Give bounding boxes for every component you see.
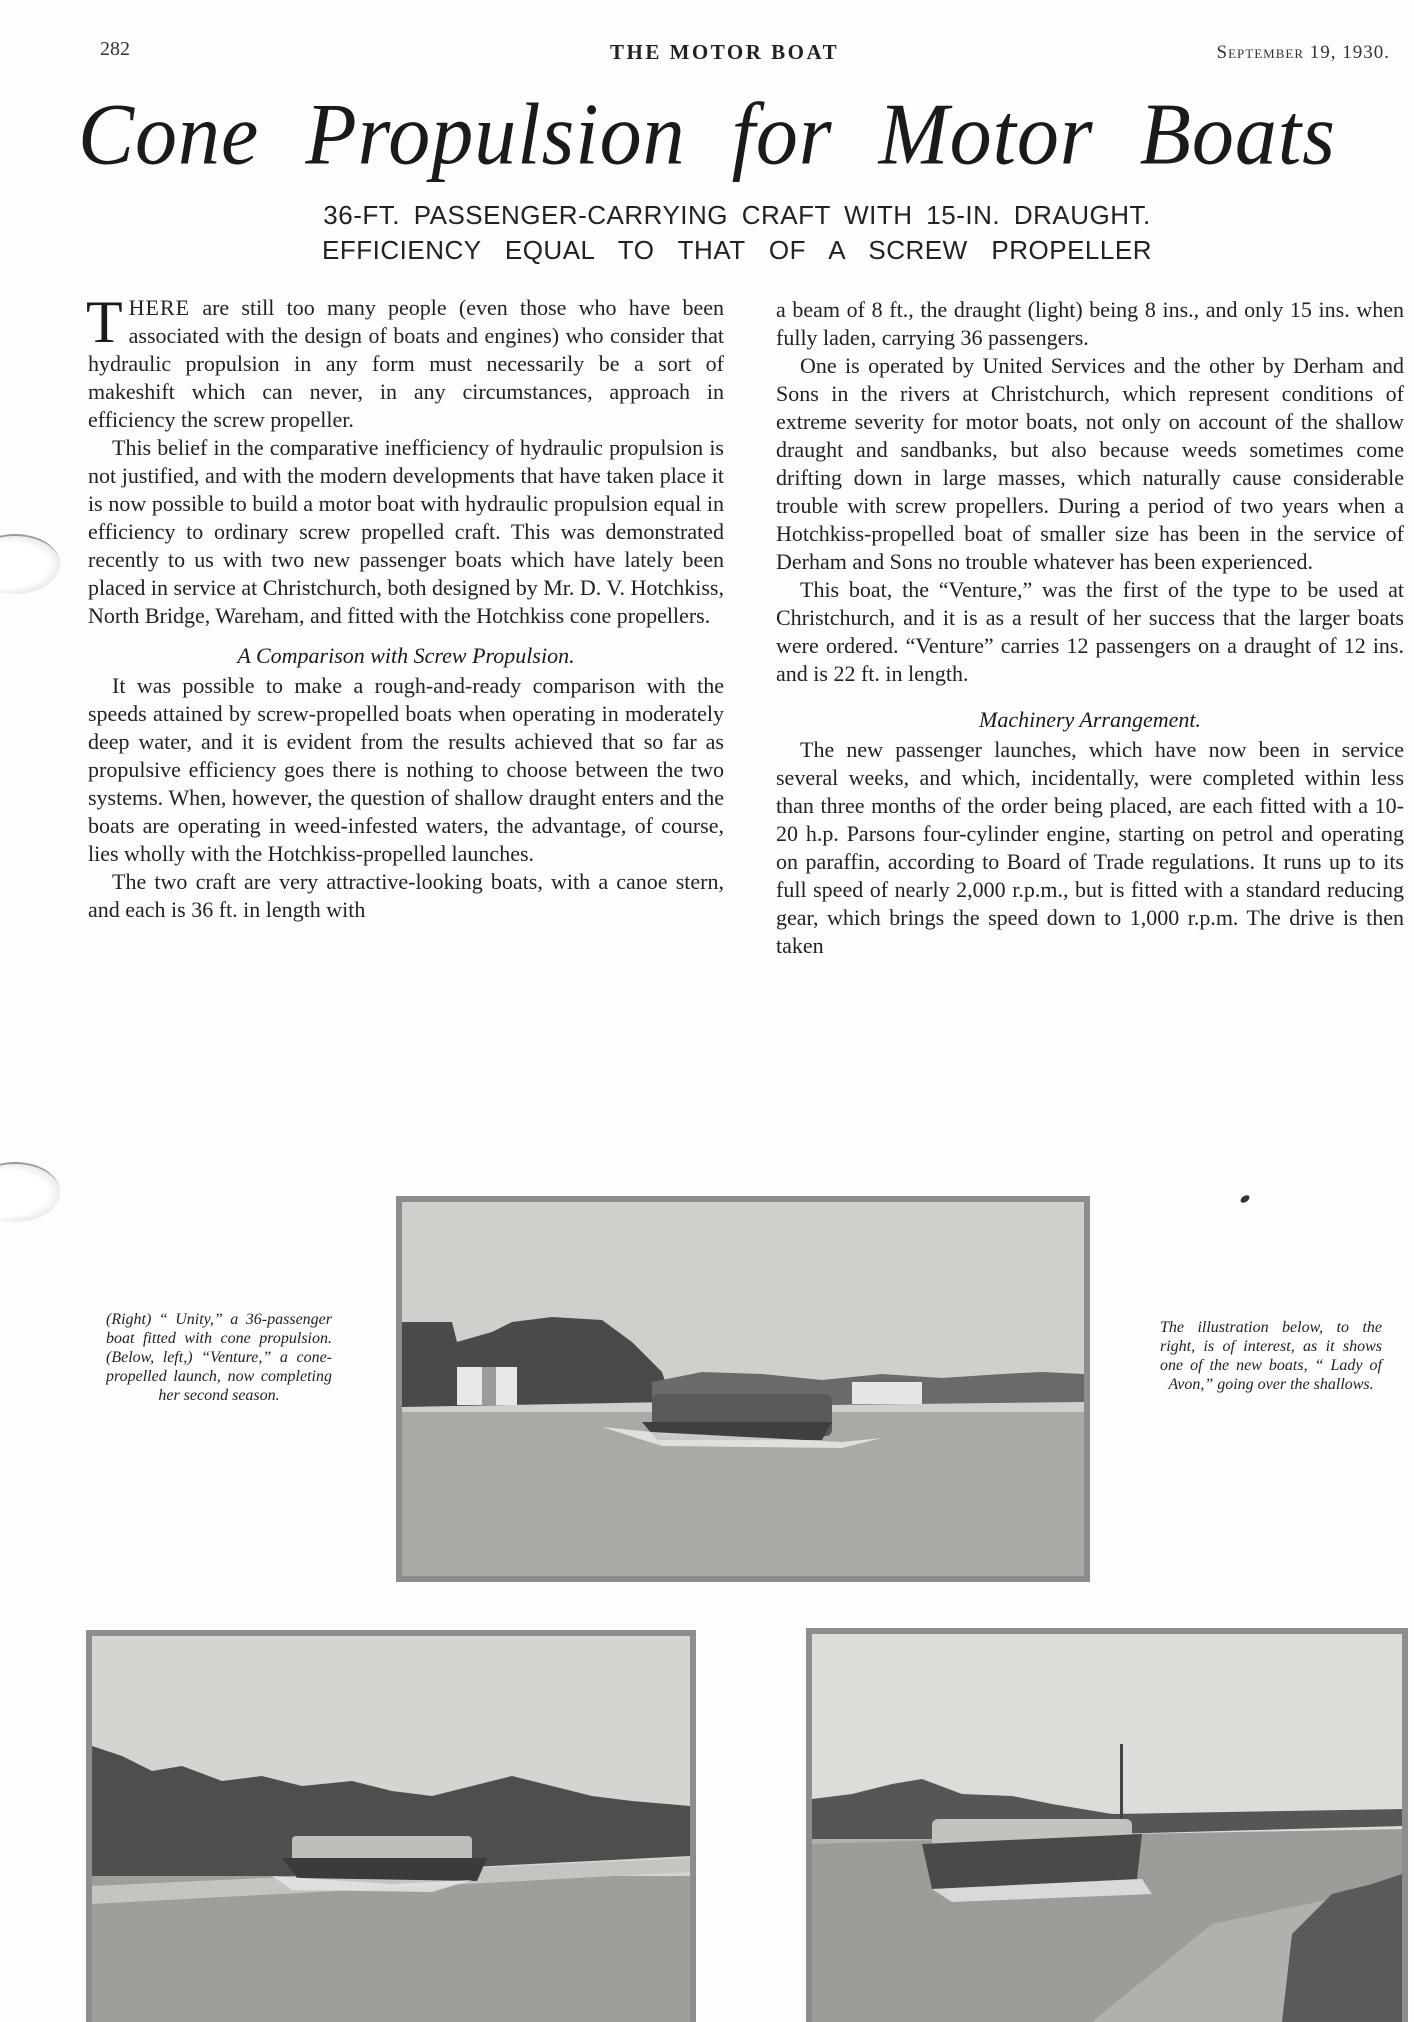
running-header	[100, 34, 1390, 64]
paragraph: This belief in the comparative inefficiency of hydraulic propulsion is not justified, and with the modern developments that have taken place it is now possible to build a motor boat with hydraulic propulsion equal in efficiency to ordinary screw propelled craft. This was demonstrated recently to us with two new passenger boats which have lately been placed in service at Christchurch, both designed by Mr. D. V. Hotchkiss, North Bridge, Wareham, and fitted with the Hotchkiss cone propellers.	[88, 435, 724, 628]
ink-mark	[1239, 1194, 1251, 1205]
article-subtitle-line2: EFFICIENCY EQUAL TO THAT OF A SCREW PROPELLER	[322, 235, 1152, 265]
paragraph: a beam of 8 ft., the draught (light) being 8 ins., and only 15 ins. when fully laden, carrying 36 passengers.	[776, 297, 1404, 350]
paragraph: The new passenger launches, which have now been in service several weeks, and which, incidentally, were completed within less than three months of the order being placed, are each fitted with a 10-20 h.p. Parsons four-cylinder engine, starting on petrol and operating on paraffin, according to Board of Trade regulations. It runs up to its full speed of nearly 2,000 r.p.m., but is fitted with a standard reducing gear, which brings the speed down to 1,000 r.p.m. The drive is then taken	[776, 737, 1404, 958]
photo-lady-of-avon	[806, 1628, 1408, 2022]
drop-cap: T	[86, 289, 123, 355]
paragraph-intro	[86, 289, 724, 434]
punch-hole-top	[0, 534, 60, 594]
photo-venture	[86, 1630, 696, 2022]
right-text-column	[776, 296, 1404, 960]
page-number: 282	[100, 38, 130, 60]
intro-text: are still too many people (even those who have been associated with the design of boats and engines) who consider that hydraulic propulsion in any form must necessarily be a sort of makeshift which can never, in any circumstances, approach in efficiency the screw propeller.	[88, 295, 724, 432]
caption-right: The illustration below, to the right, is of interest, as it shows one of the new boats, “ Lady of Avon,” going over the shallows.	[1160, 1319, 1382, 1393]
photo-image	[812, 1634, 1402, 2022]
caption-left: (Right) “ Unity,” a 36-passenger boat fitted with cone propulsion. (Below, left,) “Venture,” a cone-propelled launch, now completing her second season.	[106, 1311, 332, 1404]
issue-date: September 19, 1930.	[1216, 42, 1390, 63]
photo-unity	[396, 1196, 1090, 1582]
photo-image	[92, 1636, 690, 2022]
paragraph: The two craft are very attractive-looking boats, with a canoe stern, and each is 36 ft. in length with	[88, 869, 724, 922]
paragraph: It was possible to make a rough-and-ready comparison with the speeds attained by screw-propelled boats when operating in moderately deep water, and it is evident from the results achieved that so far as propulsive efficiency goes there is nothing to choose between the two systems. When, however, the question of shallow draught enters and the boats are operating in weed-infested waters, the advantage, of course, lies wholly with the Hotchkiss-propelled launches.	[88, 673, 724, 866]
lead-in: HERE	[128, 295, 191, 320]
journal-title: THE MOTOR BOAT	[610, 40, 840, 64]
punch-hole-bottom	[0, 1162, 60, 1222]
photo-image	[402, 1202, 1084, 1576]
section-heading-machinery: Machinery Arrangement.	[979, 707, 1201, 732]
article-title: Cone Propulsion for Motor Boats	[78, 85, 1336, 184]
section-heading-comparison: A Comparison with Screw Propulsion.	[237, 643, 575, 668]
left-text-column	[86, 289, 724, 924]
article-subtitle-line1: 36-FT. PASSENGER-CARRYING CRAFT WITH 15-IN. DRAUGHT.	[323, 200, 1151, 230]
paragraph: One is operated by United Services and the other by Derham and Sons in the rivers at Christchurch, which represent conditions of extreme severity for motor boats, not only on account of the shallow draught and sandbanks, but also because weeds sometimes come drifting down in large masses, which naturally cause considerable trouble with screw propellers. During a period of two years when a Hotchkiss-propelled boat of smaller size has been in the service of Derham and Sons no trouble whatever has been experienced.	[776, 353, 1404, 574]
paragraph: This boat, the “Venture,” was the first of the type to be used at Christchurch, and it is as a result of her success that the larger boats were ordered. “Venture” carries 12 passengers on a draught of 12 ins. and is 22 ft. in length.	[776, 577, 1404, 686]
